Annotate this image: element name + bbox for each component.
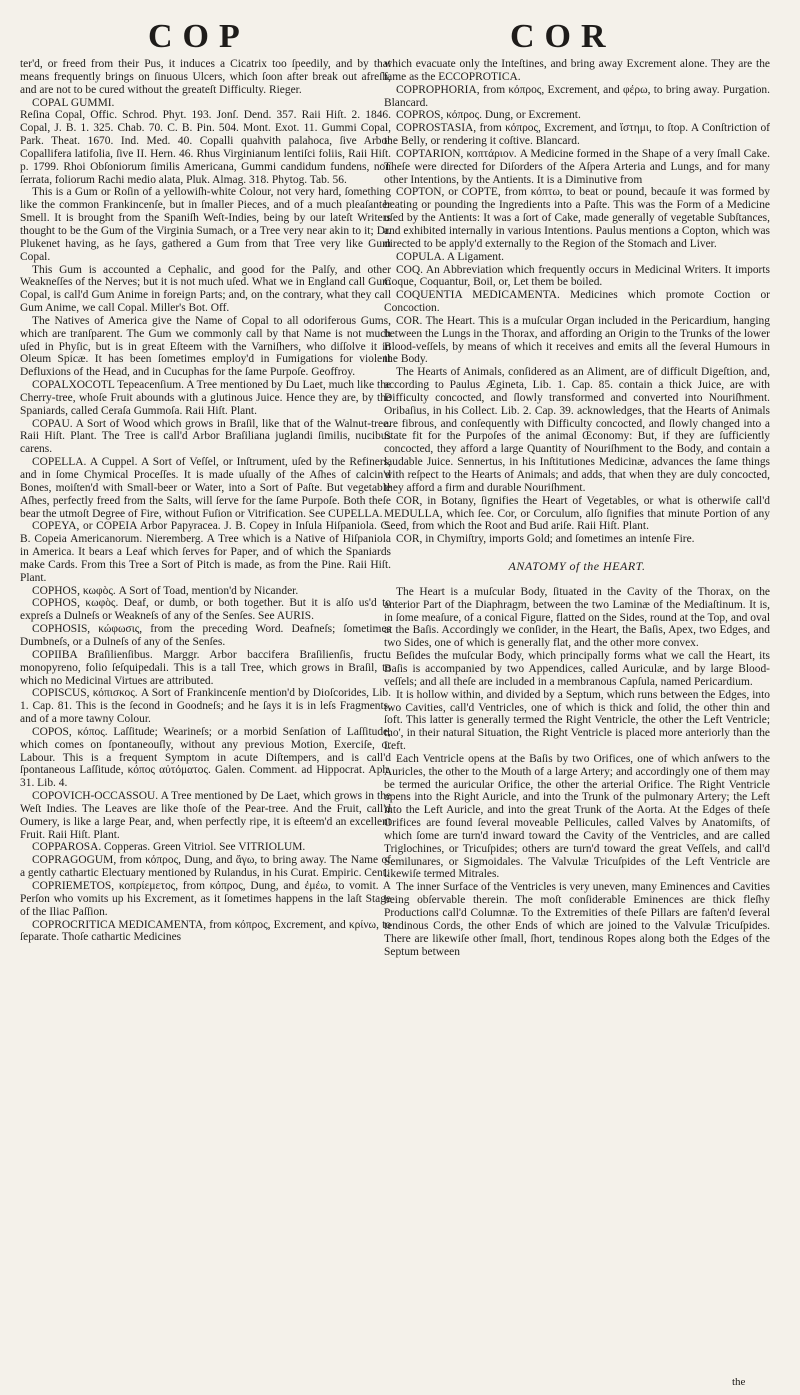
paragraph: The Natives of America give the Name of Copal to all odoriferous Gums, which are tranſparent. The Gum we commonly call by that Name is not much uſed in Phyſic, but is in great Eſteem with the Varniſhers, who diſſolve it in Oleum Spicæ. It has been ſometimes employ'd in Fumigations for violent Defluxions of the Head, and in Cucuphas for the ſame Purpoſe. Geoffroy. <box>20 314 391 379</box>
entry: COPEYA, or COPEIA Arbor Papyracea. J. B. Copey in Inſula Hiſpaniola. C. B. Copeia Americanorum. Nieremberg. A Tree which is a Native of Hiſpaniola in America. It bears a Leaf which ſerves for Paper, and of which the Spaniards make Cards. From this Tree a Sort of Pitch is made, as from the Pine. Raii Hiſt. Plant. <box>20 520 391 584</box>
paragraph: Beſides the muſcular Body, which principally forms what we call the Heart, its Baſis is accompanied by two Appendices, called Auriculæ, and by large Blood-veſſels; and all theſe are included in a membranous Capſula, named Pericardium. <box>384 650 770 688</box>
entry: COPULA. A Ligament. <box>396 250 505 263</box>
entry: COPROS, κόπρος. Dung, or Excrement. <box>396 109 581 122</box>
paragraph: Reſina Copal, Offic. Schrod. Phyt. 193. Jonſ. Dend. 357. Raii Hiſt. 2. 1846. Copal, J. B. 1. 325. Chab. 70. C. B. Pin. 504. Mont. Exot. 11. Gummi Copal, Park. Theat. 1670. Ind. Med. 40. Copalli quahvith palahoca, ſive Arbor Copallifera latifolia, ſive II. Hern. 46. Rhus Virginianum lentiſci foliis, Raii Hiſt. p. 1799. Rhoi Obſoniorum ſimilis Americana, Gummi candidum fundens, non ſerrata, foliorum Rachi medio alata, Pluk. Almag. 318. Phytog. Tab. 56. <box>20 109 391 186</box>
paragraph: ter'd, or freed from their Pus, it induces a Cicatrix too ſpeedily, and by that means frequently brings on ſinuous Ulcers, which ſoon after break out afreſh, and are not to be cured without the greateſt Difficulty. Rieger. <box>20 58 391 96</box>
entry: COPRIEMETOS, κοπρίεμετος, from κόπρος, Dung, and ἐμέω, to vomit. A Perſon who vomits up his Excrement, as it ſometimes happens in the laſt Stage of the Iliac Paſſion. <box>20 880 391 918</box>
entry: COPAU. A Sort of Wood which grows in Braſil, like that of the Walnut-tree. Raii Hiſt. Plant. The Tree is call'd Arbor Braſiliana juglandi ſimilis, nucibus carens. <box>20 417 391 456</box>
entry: COPRAGOGUM, from κόπρος, Dung, and ἄγω, to bring away. The Name of a gently cathartic Electuary mentioned by Rulandus, in his Curat. Empiric. Cent. <box>20 854 391 880</box>
paragraph: The Heart is a muſcular Body, ſituated in the Cavity of the Thorax, on the anterior Part of the Diaphragm, between the two Laminæ of the Mediaſtinum. It is, in ſome meaſure, of a conical Figure, flatted on the Sides, round at the Top, and oval at the Baſis. Accordingly we conſider, in the Heart, the Baſis, Apex, two Edges, and two Sides, one of which is generally flat, and the other more convex. <box>384 585 770 650</box>
running-head-left: COP <box>148 18 250 55</box>
entry: COPTON, or COPTE, from κόπτω, to beat or pound, becauſe it was formed by beating or pounding the Ingredients into a Paſte. This was the Form of a Medicine uſed by the Antients: It was a ſort of Cake, made generally of vegetable Subſtances, and exhibited internally in various Intentions. Paulus mentions a Copton, which was directed to be apply'd externally to the Region of the Stomach and Liver. <box>384 186 770 250</box>
entry: COQUENTIA MEDICAMENTA. Medicines which promote Coction or Concoction. <box>384 289 770 315</box>
paragraph: which evacuate only the Inteſtines, and bring away Excrement alone. They are the ſame as the ECCOPROTICA. <box>384 58 770 83</box>
entry: COPOVICH-OCCASSOU. A Tree mentioned by De Laet, which grows in the Weſt Indies. The Leaves are like thoſe of the Pear-tree. And the Fruit, call'd Oumery, is like a large Pear, and, when perfectly ripe, it is eſteem'd an excellent Fruit. Raii Hiſt. Plant. <box>20 790 391 841</box>
entry: COPALXOCOTL Tepeacenſium. A Tree mentioned by Du Laet, much like the Cherry-tree, whoſe Fruit abounds with a glutinous Juice. Hence they are, by the Spaniards, called Ceraſa Gummoſa. Raii Hiſt. Plant. <box>20 379 391 417</box>
entry: COPHOS, κωφὸς. A Sort of Toad, mention'd by Nicander. <box>32 584 299 597</box>
entry: COPROCRITICA MEDICAMENTA, from κόπρος, Excrement, and κρίνω, to ſeparate. Thoſe cathartic Medicines <box>20 918 391 944</box>
entry: COPHOS, κωφὸς. Deaf, or dumb, or both together. But it is alſo us'd to expreſs a Dulneſs or Weakneſs of any of the Senſes. See AURIS. <box>20 597 391 623</box>
entry: COPROPHORIA, from κόπρος, Excrement, and φέρω, to bring away. Purgation. Blancard. <box>384 83 770 109</box>
running-head-right: COR <box>510 18 616 55</box>
paragraph: This Gum is accounted a Cephalic, and good for the Palſy, and other Weakneſſes of the Nerves; but it is not much uſed. What we in England call Gum Copal, is call'd Gum Anime in foreign Parts; and, on the contrary, what they call Gum Anime, we call Copal. Miller's Bot. Off. <box>20 263 391 315</box>
paragraph: The inner Surface of the Ventricles is very uneven, many Eminences and Cavities being obſervable therein. The moſt conſiderable Eminences are thick fleſhy Productions call'd Columnæ. To the Extremities of theſe Pillars are faſten'd ſeveral tendinous Cords, the other Ends of which are joined to the Valvulæ Tricuſpides. There are likewiſe other ſmall, ſhort, tendinous Ropes along both the Edges of the Septum between <box>384 881 770 958</box>
right-column <box>384 58 770 958</box>
entry: COPIIBA Braſilienſibus. Marggr. Arbor baccifera Braſilienſis, fructu monopyreno, folio ſeſquipedali. This is a tall Tree, which grows in Braſil, to which no Medicinal Virtues are attributed. <box>20 648 391 687</box>
entry: COPROSTASIA, from κόπρος, Excrement, and ἵστημι, to ſtop. A Conſtriction of the Belly, or rendering it coſtive. Blancard. <box>384 122 770 148</box>
catchword: the <box>732 1376 746 1388</box>
entry: COPTARION, κοπτάριον. A Medicine formed in the Shape of a very ſmall Cake. Theſe were directed for Diſorders of the Aſpera Arteria and Lungs, and for many other Intentions, by the Antients. It is a Diminutive from <box>384 147 770 186</box>
entry: COPELLA. A Cuppel. A Sort of Veſſel, or Inſtrument, uſed by the Refiners, and in ſome Chymical Proceſſes. It is made uſually of the Aſhes of calcin'd Bones, moiſten'd with Small-beer or Water, into a Sort of Paſte. But vegetable Aſhes, perfectly freed from the Salts, will ſerve for the ſame Purpoſe. Both theſe bear the utmoſt Degree of Fire, without Fuſion or Vitrification. See CUPELLA. <box>20 456 391 520</box>
entry: COQ. An Abbreviation which frequently occurs in Medicinal Writers. It imports Coque, Coquantur, Boil, or, Let them be boiled. <box>384 263 770 289</box>
left-column <box>20 58 391 944</box>
entry: COR. The Heart. This is a muſcular Organ included in the Pericardium, hanging between the Lungs in the Thorax, and affording an Origin to the Trunks of the lower Blood-veſſels, by means of which it receives and emits all the ſeveral Humours in the Body. <box>384 314 770 366</box>
paragraph: This is a Gum or Roſin of a yellowiſh-white Colour, not very hard, ſomething like the common Frankincenſe, but in ſmaller Pieces, and of a much pleaſanter Smell. It is brought from the Spaniſh Weſt-Indies, being by our lateſt Writers thought to be the Gum of the Virginia Sumach, or a Tree very near akin to it; Dr. Plukenet having, as he ſays, gathered a Gum from that Tree very like Gum Copal. <box>20 186 391 263</box>
paragraph: Each Ventricle opens at the Baſis by two Orifices, one of which anſwers to the Auricles, the other to the Mouth of a large Artery; and accordingly one of them may be termed the auricular Orifice, the other the arterial Orifice. The Right Ventricle opens into the Right Auricle, and into the Trunk of the pulmonary Artery; the Left into the Left Auricle, and into the great Trunk of the Aorta. At the Edges of theſe Orifices are found ſeveral moveable Pellicules, called Valves by Anatomiſts, of which ſome are turn'd inward toward the Cavity of the Ventricles, and are called Triglochines, or Tricuſpides; others are turn'd toward the great Veſſels, and call'd Semilunares, or Sigmoidales. The Valvulæ Tricuſpides of the Left Ventricle are likewiſe termed Mitrales. <box>384 752 770 881</box>
entry: COR, in Botany, ſignifies the Heart of Vegetables, or what is otherwiſe call'd MEDULLA, which ſee. Cor, or Corculum, alſo ſignifies that minute Portion of any Seed, from which the Root and Bud ariſe. Raii Hiſt. Plant. <box>384 494 770 533</box>
paragraph: The Hearts of Animals, conſidered as an Aliment, are of difficult Digeſtion, and, according to Paulus Ægineta, Lib. 1. Cap. 85. contain a thick Juice, are with Difficulty concocted, and ſlowly transformed and converted into Nouriſhment. Oribaſius, in his Collect. Lib. 2. Cap. 39. acknowledges, that the Hearts of Animals are fibrous, and conſequently with Difficulty concocted, and ſlowly changed into a State fit for the Purpoſes of the animal Œconomy: But, if they are ſufficiently concocted, they afford a large Quantity of Nouriſhment to the Body, and contain a laudable Juice. Sennertus, in his Inſtitutiones Medicinæ, advances the ſame things with reſpect to the Hearts of Animals; and adds, that when they are duly concocted, they afford a firm and durable Nouriſhment. <box>384 366 770 494</box>
entry-heading: COPAL GUMMI. <box>32 96 115 109</box>
entry: COR, in Chymiſtry, imports Gold; and ſometimes an intenſe Fire. <box>396 533 695 546</box>
entry: COPISCUS, κόπισκος. A Sort of Frankincenſe mention'd by Dioſcorides, Lib. 1. Cap. 81. This is the ſecond in Goodneſs; and he ſays it is in leſs Fragments, and of a more tawny Colour. <box>20 687 391 726</box>
entry: COPOS, κόπος. Laſſitude; Wearineſs; or a morbid Senſation of Laſſitude, which comes on ſpontaneouſly, without any previous Motion, Exerciſe, or Labour. This is a frequent Symptom in acute Diſtempers, and is call'd ſpontaneous Laſſitude, κόπος αὐτόματος. Galen. Comment. ad Hippocrat. Aph. 31. Lib. 4. <box>20 725 391 790</box>
section-title: ANATOMY of the HEART. <box>508 559 646 574</box>
paragraph: It is hollow within, and divided by a Septum, which runs between the Edges, into two Cavities, call'd Ventricles, one of which is thick and ſolid, the other thin and ſoft. This latter is generally termed the Right Ventricle, the other the Left Ventricle; tho', in their natural Situation, the Right Ventricle is placed more anteriorly than the Left. <box>384 688 770 753</box>
entry: COPHOSIS, κώφωσις, from the preceding Word. Deafneſs; ſometimes Dumbneſs, or a Dulneſs of any of the Senſes. <box>20 623 391 648</box>
entry: COPPAROSA. Copperas. Green Vitriol. See VITRIOLUM. <box>32 841 306 854</box>
